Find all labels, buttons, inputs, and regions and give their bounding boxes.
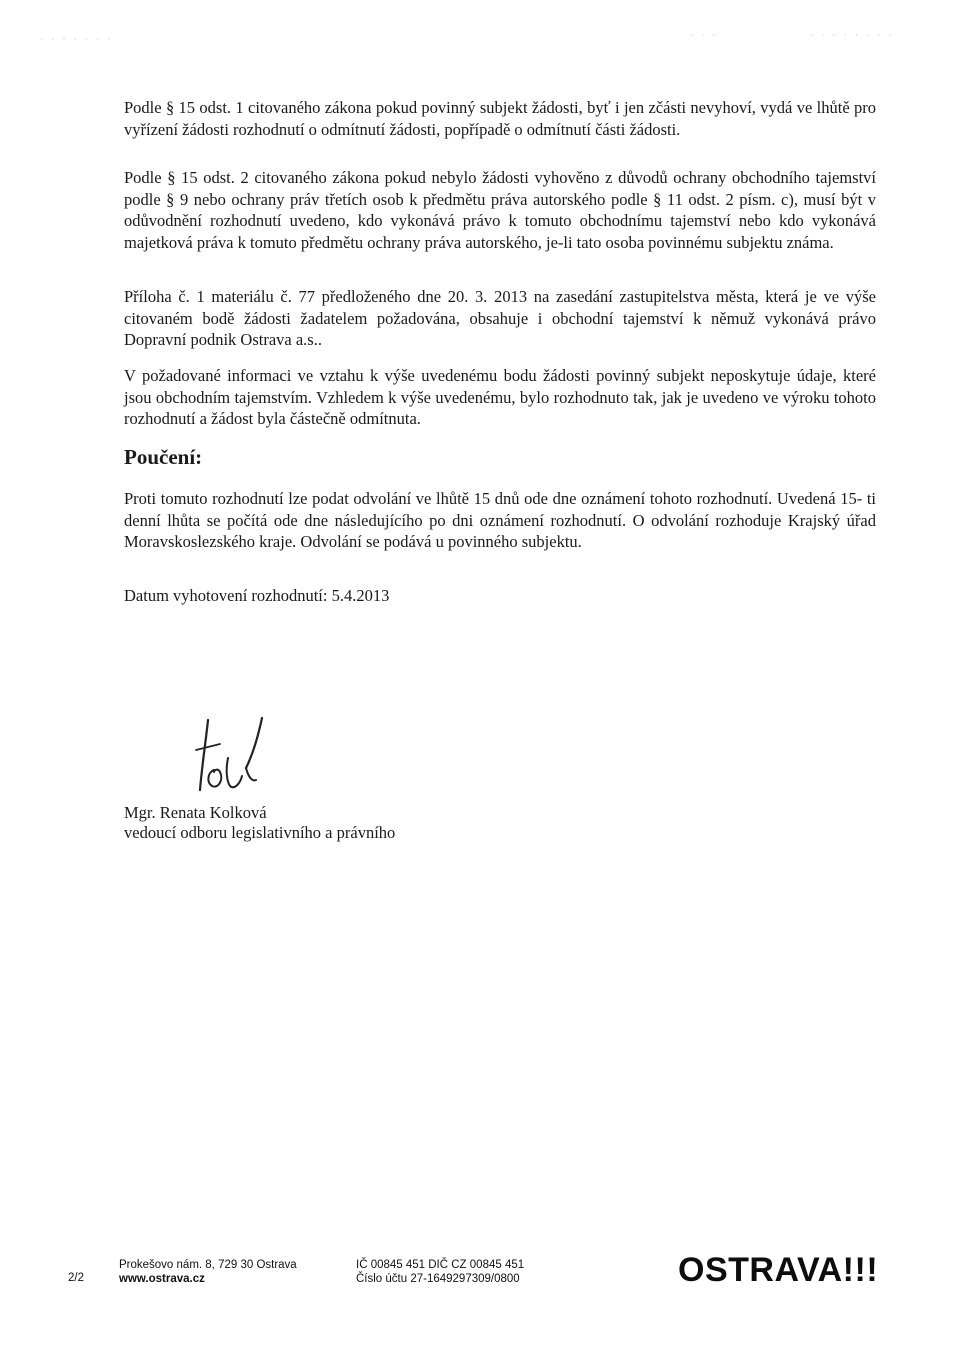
ostrava-logo: OSTRAVA!!!: [678, 1251, 879, 1289]
issue-date: Datum vyhotovení rozhodnutí: 5.4.2013: [124, 586, 390, 605]
section-heading: Poučení:: [124, 445, 203, 469]
signer-name: Mgr. Renata Kolková: [124, 803, 267, 822]
paragraph-legal-basis-2: Podle § 15 odst. 2 citovaného zákona pokud nebylo žádosti vyhověno z důvodů ochrany obchodního tajemství podle § 9 nebo ochrany práv třetích osob k předmětu práva autorského podle § 11 odst. 2 písm. c), musí být v odůvodnění rozhodnutí uvedeno, kdo vykonává právo k tomuto obchodnímu tajemství nebo kdo vykonává majetková práva k tomuto předmětu ochrany práva autorského, je-li tato osoba povinnému subjektu známa.: [124, 168, 876, 252]
paragraph-attachment: Příloha č. 1 materiálu č. 77 předloženého dne 20. 3. 2013 na zasedání zastupitelstva města, která je ve výše citovaném bodě žádosti žadatelem požadována, obsahuje i obchodní tajemství k němuž vykonává právo Dopravní podnik Ostrava a.s..: [124, 287, 876, 349]
footer-website: www.ostrava.cz: [119, 1273, 205, 1285]
paragraph-appeal-instructions: Proti tomuto rozhodnutí lze podat odvolání ve lhůtě 15 dnů ode dne oznámení tohoto rozhodnutí. Uvedená 15- ti denní lhůta se počítá ode dne následujícího po dni oznámení rozhodnutí. O odvolání rozhoduje Krajský úřad Moravskoslezského kraje. Odvolání se podává u povinného subjektu.: [124, 489, 876, 551]
page-number: 2/2: [68, 1272, 84, 1284]
scan-artifact: · · · · · · ·: [40, 34, 114, 44]
footer-account: Číslo účtu 27-1649297309/0800: [356, 1273, 520, 1285]
handwritten-signature: [190, 710, 270, 800]
paragraph-legal-basis-1: Podle § 15 odst. 1 citovaného zákona pokud povinný subjekt žádosti, byť i jen zčásti nevyhoví, vydá ve lhůtě pro vyřízení žádosti rozhodnutí o odmítnutí žádosti, popřípadě o odmítnutí části žádosti.: [124, 98, 876, 139]
signer-role: vedoucí odboru legislativního a právního: [124, 823, 396, 842]
scan-artifact: · · · · · · · ·: [810, 30, 895, 40]
footer-ic-dic: IČ 00845 451 DIČ CZ 00845 451: [356, 1259, 525, 1271]
scan-artifact: · · ·: [690, 30, 719, 40]
footer-address: Prokešovo nám. 8, 729 30 Ostrava: [119, 1259, 297, 1271]
paragraph-decision: V požadované informaci ve vztahu k výše uvedenému bodu žádosti povinný subjekt neposkytuje údaje, které jsou obchodním tajemstvím. Vzhledem k výše uvedenému, bylo rozhodnuto tak, jak je uvedeno ve výroku tohoto rozhodnutí a žádost byla částečně odmítnuta.: [124, 366, 876, 428]
